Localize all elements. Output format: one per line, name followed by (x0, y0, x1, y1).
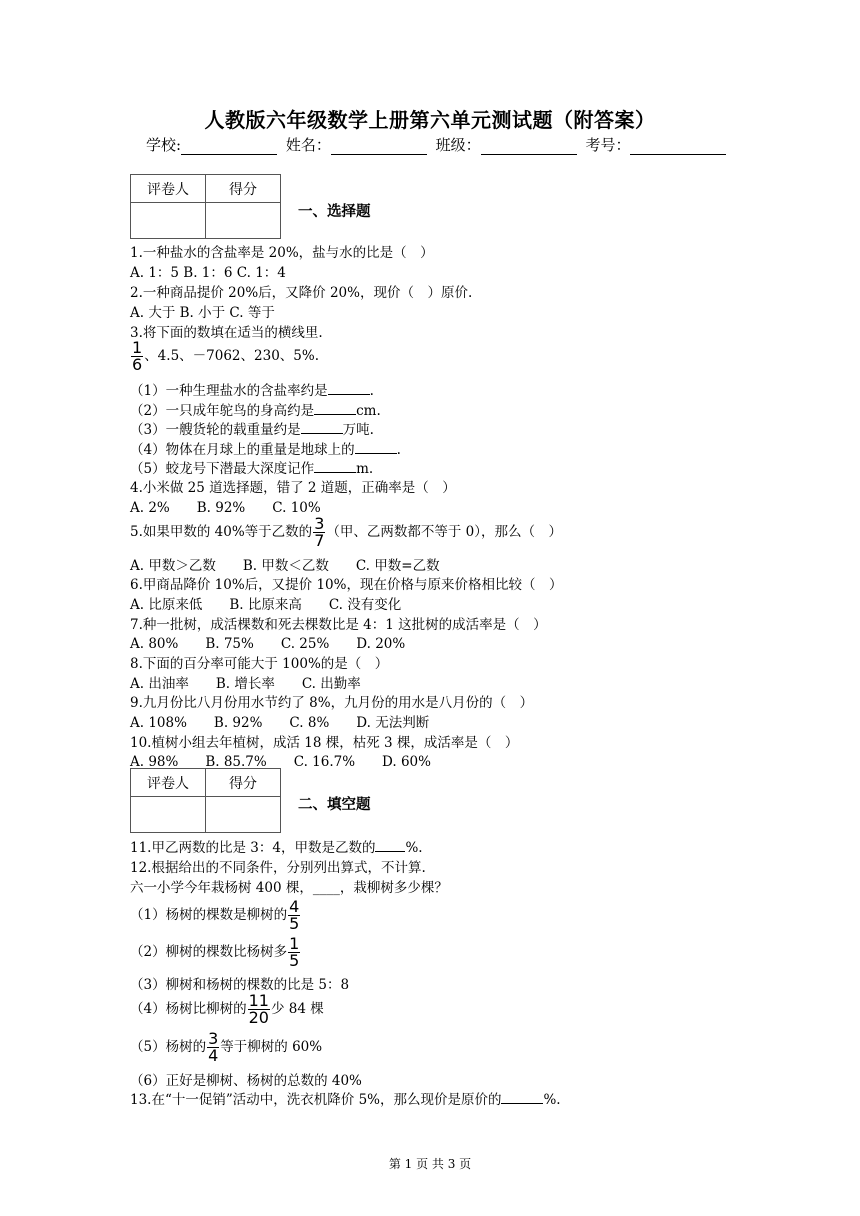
answer-blank (501, 1091, 543, 1104)
question-3-numbers: $\frac{1}{6}$ 、4.5、－7062、230、5%. (132, 338, 319, 374)
question-5-options: A. 甲数＞乙数 B. 甲数＜乙数 C. 甲数=乙数 (130, 558, 440, 574)
question-6: 6.甲商品降价 10%后，又提价 10%，现在价格与原来价格相比较（ ） (130, 577, 563, 593)
question-12-part-1: （1）杨树的棵数是柳树的 $\frac{4}{5}$ (130, 897, 300, 933)
fraction-1-6: $\frac{1}{6}$ (132, 338, 143, 374)
score-header: 得分 (206, 175, 281, 203)
question-9-options: A. 108% B. 92% C. 8% D. 无法判断 (130, 715, 430, 731)
question-10: 10.植树小组去年植树，成活 18 棵，枯死 3 棵，成活率是（ ） (130, 735, 519, 751)
question-12-part-4: （4）杨树比柳树的 $\frac{11}{20}$ 少 84 棵 (130, 991, 324, 1027)
question-6-options: A. 比原来低 B. 比原来高 C. 没有变化 (130, 597, 402, 613)
answer-blank (301, 421, 343, 434)
question-5: 5.如果甲数的 40%等于乙数的 $\frac{3}{7}$ （甲、乙两数都不等于 0），那么（ ） (130, 514, 563, 550)
question-8-options: A. 出油率 B. 增长率 C. 出勤率 (130, 676, 361, 692)
section-heading-choice: 一、选择题 (298, 203, 371, 220)
answer-blank (328, 382, 370, 395)
score-table-1 (130, 174, 281, 239)
question-12-part-3: （3）柳树和杨树的棵数的比是 5：8 (130, 977, 350, 993)
student-info-line (146, 134, 730, 155)
class-label: 班级： (435, 136, 481, 154)
question-7: 7.种一批树，成活棵数和死去棵数比是 4：1 这批树的成活率是（ ） (130, 617, 547, 633)
reviewer-header: 评卷人 (131, 175, 206, 203)
fraction-1-5: $\frac{1}{5}$ (289, 934, 300, 970)
question-3: 3.将下面的数填在适当的横线里. (130, 325, 323, 341)
question-1-options: A. 1：5 B. 1：6 C. 1：4 (130, 265, 286, 281)
question-8: 8.下面的百分率可能大于 100%的是（ ） (130, 656, 389, 672)
question-7-options: A. 80% B. 75% C. 25% D. 20% (130, 636, 406, 652)
question-12-part-6: （6）正好是柳树、杨树的总数的 40% (130, 1073, 362, 1089)
score-cell (206, 797, 281, 833)
question-9: 9.九月份比八月份用水节约了 8%，九月份的用水是八月份的（ ） (130, 695, 534, 711)
answer-blank (314, 460, 356, 473)
reviewer-cell (131, 203, 206, 239)
question-3-part-5: （5）蛟龙号下潜最大深度记作 m. (130, 461, 374, 477)
reviewer-header: 评卷人 (131, 769, 206, 797)
answer-blank (375, 839, 405, 852)
question-2: 2.一种商品提价 20%后，又降价 20%，现价（ ）原价. (130, 285, 473, 301)
answer-blank (355, 441, 397, 454)
question-3-part-2: （2）一只成年鸵鸟的身高约是 cm. (130, 403, 381, 419)
answer-blank (314, 402, 356, 415)
question-4: 4.小米做 25 道选择题，错了 2 道题，正确率是（ ） (130, 480, 456, 496)
section-heading-fill: 二、填空题 (298, 796, 371, 813)
fraction-3-4: $\frac{3}{4}$ (208, 1029, 219, 1065)
name-blank (331, 139, 427, 155)
page-footer: 第 1 页 共 3 页 (388, 1157, 472, 1171)
school-blank (181, 139, 277, 155)
score-cell (206, 203, 281, 239)
reviewer-cell (131, 797, 206, 833)
question-4-options: A. 2% B. 92% C. 10% (130, 500, 321, 516)
page-title: 人教版六年级数学上册第六单元测试题（附答案） (204, 108, 656, 132)
question-3-part-1: （1）一种生理盐水的含盐率约是 . (130, 383, 374, 399)
question-11: 11.甲乙两数的比是 3：4，甲数是乙数的 %. (130, 840, 423, 856)
question-1: 1.一种盐水的含盐率是 20%，盐与水的比是（ ） (130, 245, 434, 261)
question-10-options: A. 98% B. 85.7% C. 16.7% D. 60% (130, 754, 431, 770)
question-13: 13.在“十一促销”活动中，洗衣机降价 5%，那么现价是原价的 %. (130, 1092, 561, 1108)
score-table-2 (130, 768, 281, 833)
question-3-part-4: （4）物体在月球上的重量是地球上的 . (130, 442, 401, 458)
fraction-3-7: $\frac{3}{7}$ (314, 514, 325, 550)
question-2-options: A. 大于 B. 小于 C. 等于 (130, 305, 275, 321)
exam-no-label: 考号： (585, 136, 631, 154)
fraction-4-5: $\frac{4}{5}$ (289, 897, 300, 933)
question-3-part-3: （3）一艘货轮的载重量约是 万吨. (130, 422, 374, 438)
name-label: 姓名： (285, 136, 331, 154)
question-12: 12.根据给出的不同条件，分别列出算式，不计算. (130, 860, 426, 876)
score-header: 得分 (206, 769, 281, 797)
question-12-part-5: （5）杨树的 $\frac{3}{4}$ 等于柳树的 60% (130, 1029, 323, 1065)
question-12-part-2: （2）柳树的棵数比杨树多 $\frac{1}{5}$ (130, 934, 300, 970)
fraction-11-20: $\frac{11}{20}$ (248, 991, 269, 1027)
question-12-stem: 六一小学今年栽杨树 400 棵，____，栽柳树多少棵？ (130, 880, 448, 896)
school-label: 学校: (146, 136, 182, 154)
class-blank (481, 139, 577, 155)
exam-no-blank (630, 139, 726, 155)
